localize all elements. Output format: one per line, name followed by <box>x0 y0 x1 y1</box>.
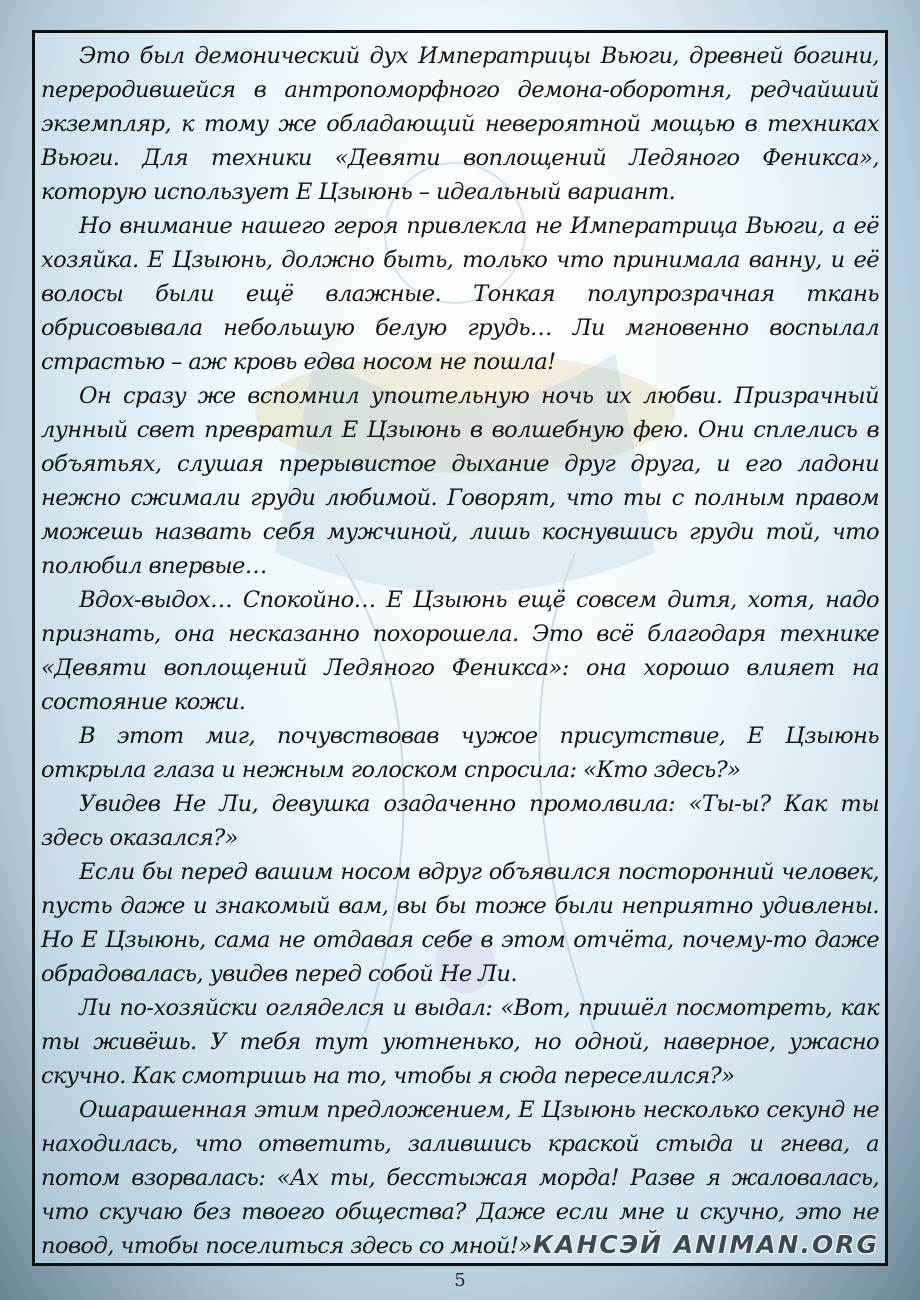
paragraph: Если бы перед вашим носом вдруг объявился посторонний человек, пусть даже и знакомый вам, вы бы тоже были неприятно удивлены. Но Е Цзыюнь, сама не отдавая себе в этом отчёта, почему-то даже обрадовалась, увидев перед собой Не Ли. <box>41 859 879 987</box>
text-frame <box>32 30 888 1266</box>
page-number: 5 <box>454 1270 466 1291</box>
paragraph: Это был демонический дух Императрицы Вьюги, древней богини, переродившейся в антропоморфного демона-оборотня, редчайший экземпляр, к тому же обладающий невероятной мощью в техниках Вьюги. Для техники «Девяти воплощений Ледяного Феникса», которую использует Е Цзыюнь – идеальный вариант. <box>41 43 879 205</box>
paragraph: Но внимание нашего героя привлекла не Императрица Вьюги, а её хозяйка. Е Цзыюнь, должно быть, только что принимала ванну, и её волосы были ещё влажные. Тонкая полупрозрачная ткань обрисовывала небольшую белую грудь… Ли мгновенно воспылал страстью – аж кровь едва носом не пошла! <box>41 213 879 375</box>
paragraph: Ошарашенная этим предложением, Е Цзыюнь несколько секунд не находилась, что ответить, залившись краской стыда и гнева, а потом взорвалась: «Ах ты, бесстыжая морда! Разве я жаловалась, что скучаю без твоего общества? Даже если мне и скучно, это не повод, чтобы поселиться здесь со мной!» <box>41 1097 879 1259</box>
paragraph: Ли по-хозяйски огляделся и выдал: «Вот, пришёл посмотреть, как ты живёшь. У тебя тут уютненько, но одной, наверное, ужасно скучно. Как смотришь на то, чтобы я сюда переселился?» <box>41 995 879 1089</box>
paragraph: Вдох-выдох… Спокойно… Е Цзыюнь ещё совсем дитя, хотя, надо признать, она несказанно похорошела. Это всё благодаря технике «Девяти воплощений Ледяного Феникса»: она хорошо влияет на состояние кожи. <box>41 587 879 715</box>
paragraph: В этот миг, почувствовав чужое присутствие, Е Цзыюнь открыла глаза и нежным голоском спросила: «Кто здесь?» <box>41 723 879 783</box>
body-text <box>41 39 879 1263</box>
watermark: КАНСЭЙ ANIMAN.ORG <box>532 1230 879 1259</box>
paragraph: Увидев Не Ли, девушка озадаченно промолвила: «Ты-ы? Как ты здесь оказался?» <box>41 791 879 851</box>
paragraph: Он сразу же вспомнил упоительную ночь их любви. Призрачный лунный свет превратил Е Цзыюнь в волшебную фею. Они сплелись в объятьях, слушая прерывистое дыхание друг друга, и его ладони нежно сжимали груди любимой. Говорят, что ты с полным правом можешь назвать себя мужчиной, лишь коснувшись груди той, что полюбил впервые… <box>41 383 879 579</box>
